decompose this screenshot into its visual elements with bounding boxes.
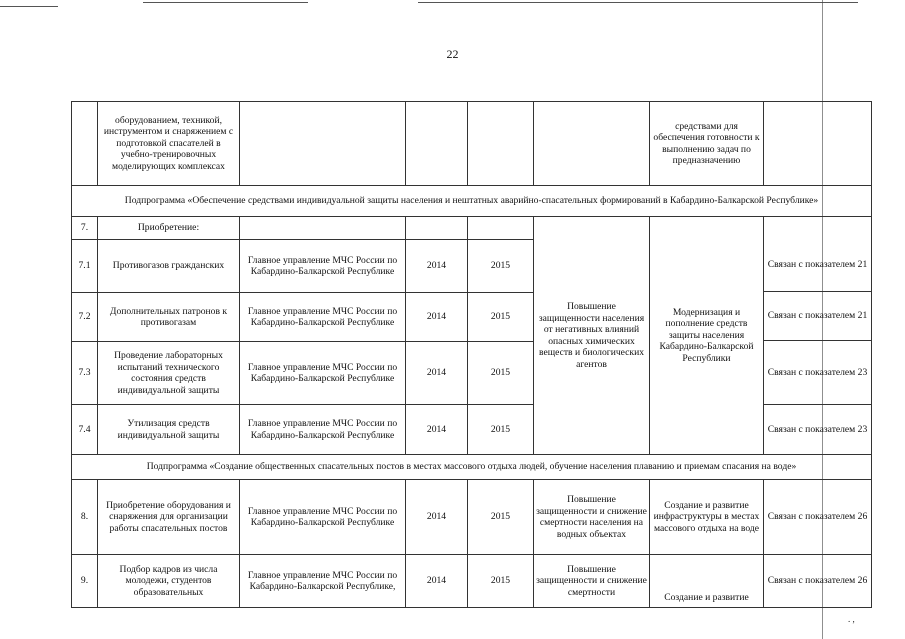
executor-cell: [240, 102, 406, 186]
activity-name: Приобретение оборудования и снаряжения для организации работы спасательных постов: [98, 480, 240, 555]
row-number: [72, 102, 98, 186]
activity-name: Приобретение:: [98, 217, 240, 240]
start-year: [406, 217, 468, 240]
end-year: 2015: [468, 342, 534, 405]
end-year: [468, 102, 534, 186]
goal-cell: Создание и развитие инфраструктуры в местах массового отдыха на воде: [650, 480, 764, 555]
indicator-link: Связан с показателем 21: [764, 239, 871, 292]
start-year: 2014: [406, 480, 468, 555]
table-row: [72, 555, 872, 608]
row-number: 9.: [72, 555, 98, 608]
end-year: 2015: [468, 555, 534, 608]
table-row: [72, 480, 872, 555]
executor-cell: Главное управление МЧС России по Кабардино-Балкарской Республике: [240, 405, 406, 455]
activity-name: Проведение лабораторных испытаний технического состояния средств индивидуальной защиты: [98, 342, 240, 405]
expected-result: Повышение защищенности и снижение смертности: [534, 555, 650, 608]
end-year: 2015: [468, 480, 534, 555]
executor-cell: Главное управление МЧС России по Кабардино-Балкарской Республике: [240, 480, 406, 555]
indicator-link: Связан с показателем 26: [764, 480, 872, 555]
scan-edge-right: [418, 2, 858, 3]
subprogram-title: Подпрограмма «Обеспечение средствами индивидуальной защиты населения и нештатных аварийно-спасательных формирований в Кабардино-Балкарской Республике»: [72, 186, 872, 217]
program-table: [71, 101, 872, 608]
indicator-column: [764, 217, 872, 455]
activity-name: Подбор кадров из числа молодежи, студентов образовательных: [98, 555, 240, 608]
goal-cell: Создание и развитие: [650, 555, 764, 608]
expected-result: Повышение защищенности населения от негативных влияний опасных химических веществ и биологических агентов: [534, 217, 650, 455]
end-year: 2015: [468, 405, 534, 455]
indicator-link: [764, 102, 872, 186]
subprogram-row: [72, 186, 872, 217]
start-year: 2014: [406, 342, 468, 405]
table-row: [72, 102, 872, 186]
executor-cell: Главное управление МЧС России по Кабардино-Балкарской Республике,: [240, 555, 406, 608]
expected-result: Повышение защищенности и снижение смертности населения на водных объектах: [534, 480, 650, 555]
indicator-link: Связан с показателем 21: [764, 292, 871, 341]
row-number: 8.: [72, 480, 98, 555]
executor-cell: Главное управление МЧС России по Кабардино-Балкарской Республике: [240, 342, 406, 405]
activity-name: Утилизация средств индивидуальной защиты: [98, 405, 240, 455]
table-row: [72, 217, 872, 240]
executor-cell: [240, 217, 406, 240]
row-number: 7.: [72, 217, 98, 240]
start-year: [406, 102, 468, 186]
end-year: [468, 217, 534, 240]
scan-edge-left: [0, 6, 58, 7]
start-year: 2014: [406, 405, 468, 455]
activity-name: Противогазов гражданских: [98, 240, 240, 293]
executor-cell: Главное управление МЧС России по Кабардино-Балкарской Республике: [240, 240, 406, 293]
indicator-link: Связан с показателем 23: [764, 341, 871, 405]
end-year: 2015: [468, 240, 534, 293]
start-year: 2014: [406, 293, 468, 342]
row-number: 7.4: [72, 405, 98, 455]
subprogram-row: [72, 455, 872, 480]
scan-edge-mid: [143, 2, 308, 3]
executor-cell: Главное управление МЧС России по Кабардино-Балкарской Республике: [240, 293, 406, 342]
goal-cell: средствами для обеспечения готовности к выполнению задач по предназначению: [650, 102, 764, 186]
activity-name: оборудованием, техникой, инструментом и снаряжением с подготовкой спасателей в учебно-тренировочных моделирующих комплексах: [98, 102, 240, 186]
indicator-link: Связан с показателем 26: [764, 555, 872, 608]
start-year: 2014: [406, 555, 468, 608]
subprogram-title: Подпрограмма «Создание общественных спасательных постов в местах массового отдыха людей, обучение населения плаванию и приемам спасания на воде»: [72, 455, 872, 480]
scan-marks: . ,: [848, 614, 855, 624]
activity-name: Дополнительных патронов к противогазам: [98, 293, 240, 342]
page-number: 22: [446, 47, 459, 61]
row-number: 7.1: [72, 240, 98, 293]
row-number: 7.3: [72, 342, 98, 405]
indicator-link: Связан с показателем 23: [767, 423, 868, 435]
end-year: 2015: [468, 293, 534, 342]
row-number: 7.2: [72, 293, 98, 342]
start-year: 2014: [406, 240, 468, 293]
expected-result: [534, 102, 650, 186]
goal-cell: Модернизация и пополнение средств защиты населения Кабардино-Балкарской Республики: [650, 217, 764, 455]
